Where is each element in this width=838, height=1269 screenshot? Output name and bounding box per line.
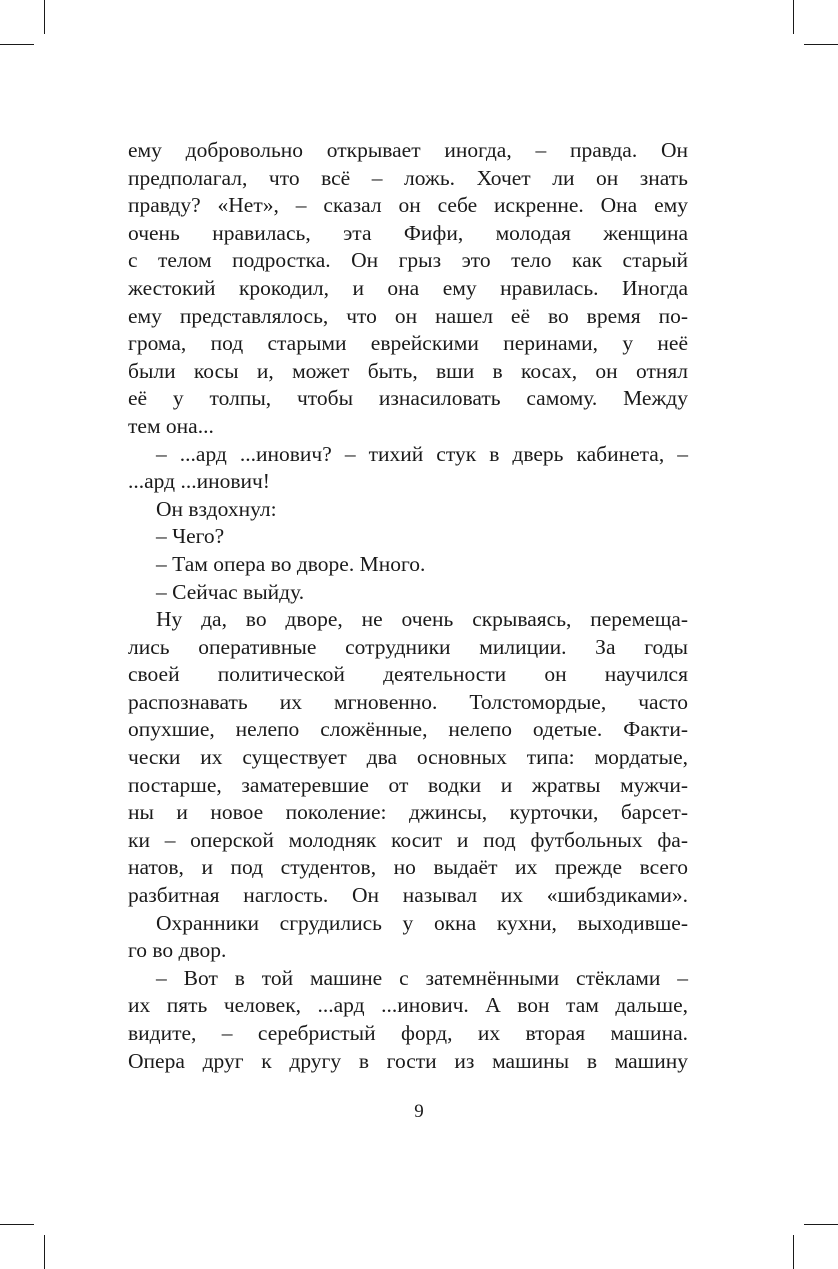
- crop-mark-bottom-left-vertical: [44, 1235, 45, 1269]
- text-line: ны и новое поколение: джинсы, курточки, барсет-: [128, 800, 688, 825]
- text-line: лись оперативные сотрудники милиции. За годы: [128, 634, 688, 659]
- text-line: разбитная наглость. Он называл их «шибздиками».: [128, 883, 688, 908]
- text-line: ки – оперской молодняк косит и под футбольных фа-: [128, 827, 688, 852]
- crop-mark-bottom-left-horizontal: [0, 1224, 34, 1225]
- text-line: очень нравилась, эта Фифи, молодая женщина: [128, 220, 688, 245]
- text-line: – Чего?: [156, 524, 225, 549]
- text-line: Ну да, во дворе, не очень скрываясь, перемеща-: [156, 607, 688, 632]
- text-line: ему представлялось, что он нашел её во время по-: [128, 303, 688, 328]
- text-line: распознавать их мгновенно. Толстомордые, часто: [128, 689, 688, 714]
- text-line: – ...ард ...инович? – тихий стук в дверь кабинета, –: [156, 441, 688, 466]
- crop-mark-top-left-horizontal: [0, 44, 34, 45]
- text-line: чески их существует два основных типа: мордатые,: [128, 745, 688, 770]
- text-line: – Вот в той машине с затемнёнными стёклами –: [156, 965, 688, 990]
- crop-mark-top-right-horizontal: [804, 44, 838, 45]
- crop-mark-bottom-right-vertical: [793, 1235, 794, 1269]
- text-line: натов, и под студентов, но выдаёт их прежде всего: [128, 855, 688, 880]
- text-line: Охранники сгрудились у окна кухни, выходивше-: [156, 910, 688, 935]
- text-line: предполагал, что всё – ложь. Хочет ли он знать: [128, 165, 688, 190]
- text-line: постарше, заматеревшие от водки и жратвы мужчи-: [128, 772, 688, 797]
- text-line: с телом подростка. Он грыз это тело как старый: [128, 248, 688, 273]
- text-line: го во двор.: [128, 938, 227, 963]
- body-text: [128, 137, 688, 1075]
- text-line: – Там опера во дворе. Много.: [156, 551, 426, 576]
- text-line: Опера друг к другу в гости из машины в машину: [128, 1048, 688, 1073]
- text-line: грома, под старыми еврейскими перинами, у неё: [128, 331, 688, 356]
- text-line: видите, – серебристый форд, их вторая машина.: [128, 1021, 688, 1045]
- crop-mark-top-right-vertical: [793, 0, 794, 34]
- text-line: их пять человек, ...ард ...инович. А вон там дальше,: [128, 993, 688, 1018]
- text-line: были косы и, может быть, вши в косах, он отнял: [128, 358, 688, 383]
- text-line: её у толпы, чтобы изнасиловать самому. Между: [128, 386, 688, 411]
- text-line: опухшие, нелепо сложённые, нелепо одетые. Факти-: [128, 717, 688, 742]
- page-number: 9: [414, 1101, 424, 1122]
- crop-mark-top-left-vertical: [44, 0, 45, 34]
- text-line: жестокий крокодил, и она ему нравилась. Иногда: [128, 275, 688, 300]
- crop-mark-bottom-right-horizontal: [804, 1224, 838, 1225]
- text-line: ...ард ...инович!: [128, 469, 270, 494]
- text-line: правду? «Нет», – сказал он себе искренне. Она ему: [128, 193, 688, 218]
- text-line: своей политической деятельности он научился: [128, 662, 688, 687]
- text-line: тем она...: [128, 413, 214, 438]
- text-line: ему добровольно открывает иногда, – правда. Он: [128, 138, 688, 162]
- text-line: Он вздохнул:: [156, 496, 277, 521]
- text-line: – Сейчас выйду.: [156, 579, 305, 604]
